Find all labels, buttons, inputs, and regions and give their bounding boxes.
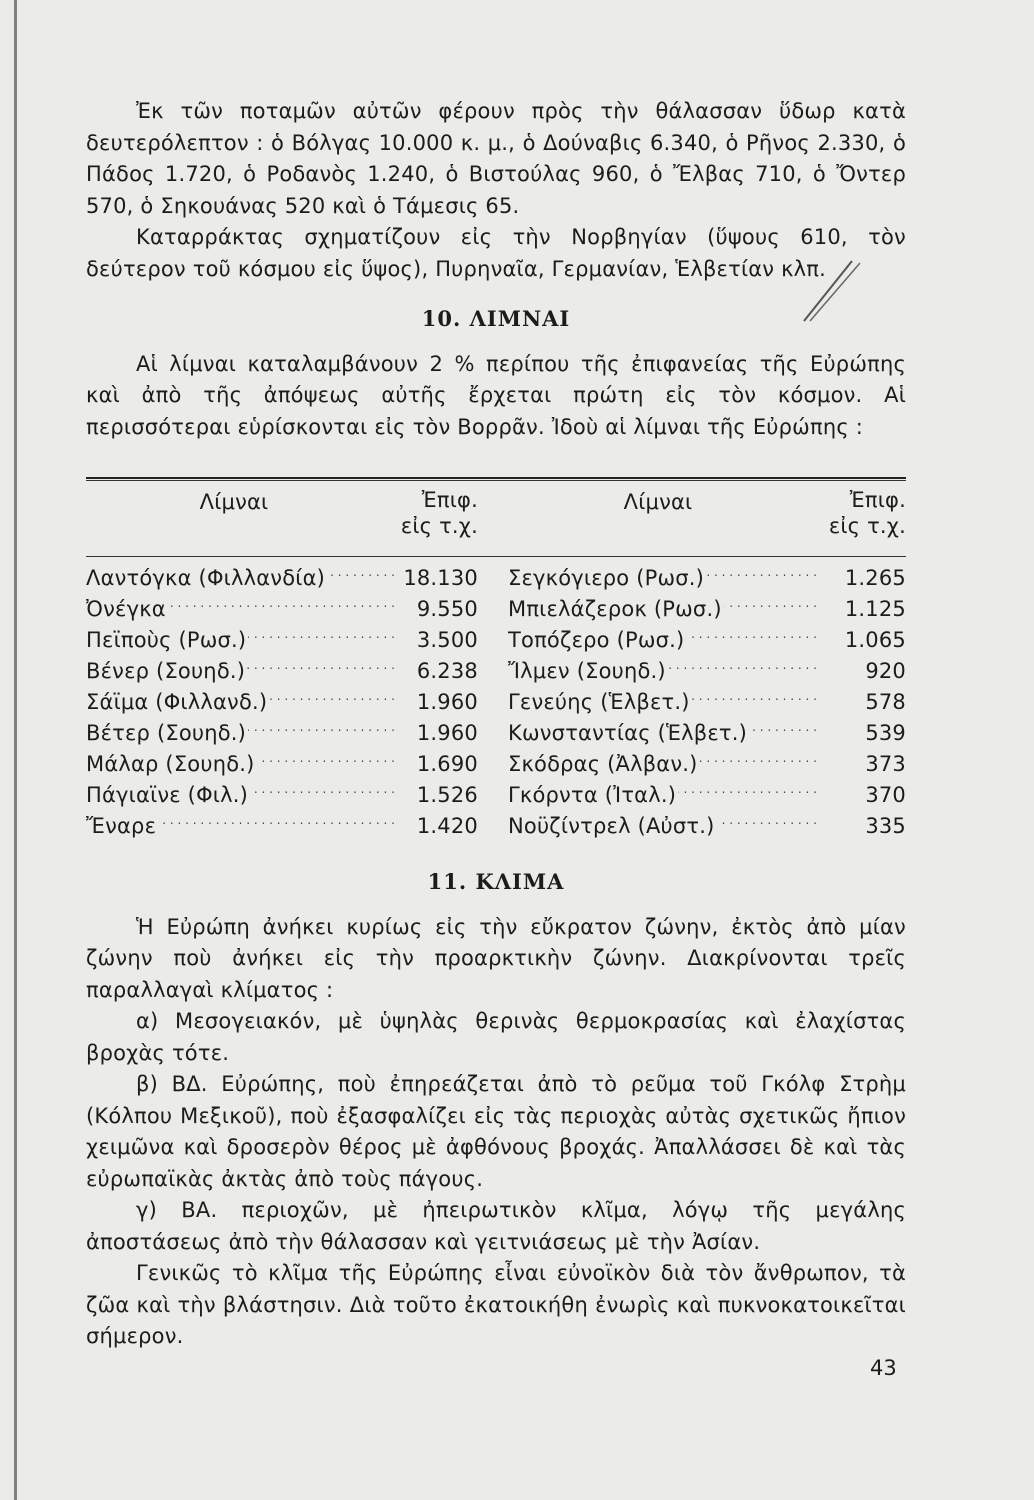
table-row xyxy=(508,563,906,594)
climate-paragraph: γ) ΒΑ. περιοχῶν, μὲ ἠπειρωτικὸν κλῖμα, λόγῳ τῆς μεγάλης ἀποστάσεως ἀπὸ τὴν θάλασσαν καὶ γειτνιάσεως μὲ τὴν Ἀσίαν. xyxy=(86,1198,906,1254)
lake-name: Σεγκόγιερο (Ρωσ.) xyxy=(508,566,705,590)
lake-name: Μπιελάζερoκ (Ρωσ.) xyxy=(508,597,722,621)
table-row xyxy=(86,656,478,687)
table-row xyxy=(86,780,478,811)
lake-name: Κωνσταντίας (Ἑλβετ.) xyxy=(508,721,748,745)
lakes-paragraph: Αἱ λίμναι καταλαμβάνουν 2 % περίπου τῆς ἐπιφανείας τῆς Εὐρώπης καὶ ἀπὸ τῆς ἀπόψεως αὐτῆς ἔρχεται πρώτη εἰς τὸν κόσμον. Αἱ περισσότεραι εὑρίσκονται εἰς τὸν Βορρᾶν. Ἰδοὺ αἱ λίμναι τῆς Εὐρώπης : xyxy=(86,351,906,439)
lake-name: Νοϋζίντρελ (Αὐστ.) xyxy=(508,814,715,838)
lake-name: Πεϊποὺς (Ρωσ.) xyxy=(86,628,247,652)
lake-area: 1.065 xyxy=(822,625,906,657)
lake-area: 1.125 xyxy=(822,594,906,626)
table-row xyxy=(86,811,478,842)
page-edge-line xyxy=(14,0,17,1500)
lake-area: 1.690 xyxy=(394,749,478,781)
table-row xyxy=(86,718,478,749)
table-header-rule xyxy=(86,556,906,557)
table-row xyxy=(86,594,478,625)
lake-name: Μάλαρ (Σουηδ.) xyxy=(86,752,255,776)
table-row xyxy=(508,656,906,687)
lake-area: 1.960 xyxy=(394,687,478,719)
table-row xyxy=(86,687,478,718)
lake-area: 920 xyxy=(822,656,906,688)
lake-name: Γενεύης (Ἑλβετ.) xyxy=(508,690,690,714)
table-row xyxy=(508,749,906,780)
lake-area: 1.420 xyxy=(394,811,478,843)
header-area-left-line2: εἰς τ.χ. xyxy=(400,514,478,538)
lake-name: Βέτερ (Σουηδ.) xyxy=(86,721,247,745)
lake-name: Τοπόζερο (Ρωσ.) xyxy=(508,628,685,652)
climate-paragraph: β) ΒΔ. Εὐρώπης, ποὺ ἐπηρεάζεται ἀπὸ τὸ ρεῦμα τοῦ Γκόλφ Στρὴμ (Κόλπου Μεξικοῦ), ποὺ ἐξασφαλίζει εἰς τὰς περιοχὰς αὐτὰς σχετικῶς ἤπιον χειμῶνα καὶ δροσερὸν θέρος μὲ ἀφθόνους βροχάς. Ἀπαλλάσσει δὲ καὶ τὰς εὐρωπαϊκὰς ἀκτὰς ἀπὸ τοὺς πάγους. xyxy=(86,1072,906,1191)
lake-name: Ἔναρε xyxy=(86,814,157,838)
section-heading-lakes: 10. ΛΙΜΝΑΙ xyxy=(421,306,571,331)
lake-area: 578 xyxy=(822,687,906,719)
lake-name: Ὀνέγκα xyxy=(86,597,166,621)
page-number: 43 xyxy=(870,1356,897,1380)
table-header xyxy=(86,481,906,555)
lake-area: 1.960 xyxy=(394,718,478,750)
lake-area: 370 xyxy=(822,780,906,812)
waterfalls-paragraph: Καταρράκτας σχηματίζουν εἰς τὴν Νορβηγίαν (ὕψους 610, τὸν δεύτερον τοῦ κόσμου εἰς ὕψος), Πυρηναῖα, Γερμανίαν, Ἑλβετίαν κλπ. xyxy=(86,225,906,281)
header-area-left-line1: Ἐπιφ. xyxy=(421,488,478,512)
header-area-left xyxy=(382,487,478,555)
lake-name: Γκόρντα (Ἰταλ.) xyxy=(508,783,677,807)
table-row xyxy=(86,625,478,656)
lake-area: 1.265 xyxy=(822,563,906,595)
table-row xyxy=(86,563,478,594)
climate-paragraph: α) Μεσογειακόν, μὲ ὑψηλὰς θερινὰς θερμοκρασίας καὶ ἐλαχίστας βροχὰς τότε. xyxy=(86,1009,906,1065)
table-row xyxy=(508,811,906,842)
lake-name: Σκόδρας (Ἀλβαν.) xyxy=(508,752,698,776)
table-row xyxy=(508,718,906,749)
header-area-right-line1: Ἐπιφ. xyxy=(849,488,906,512)
lake-name: Βένερ (Σουηδ.) xyxy=(86,659,246,683)
lake-name: Σάϊμα (Φιλλανδ.) xyxy=(86,690,268,714)
table-body xyxy=(86,563,906,842)
lake-area: 6.238 xyxy=(394,656,478,688)
lake-area: 18.130 xyxy=(394,563,478,595)
climate-paragraph: Γενικῶς τὸ κλῖμα τῆς Εὐρώπης εἶναι εὐνοϊκὸν διὰ τὸν ἄνθρωπον, τὰ ζῶα καὶ τὴν βλάστησιν. Διὰ τοῦτο ἐκατοικήθη ἐνωρὶς καὶ πυκνοκατοικεῖται σήμερον. xyxy=(86,1261,906,1348)
lake-name: Λαντόγκα (Φιλλανδία) xyxy=(86,566,325,590)
header-lakes-left: Λίμναι xyxy=(199,490,269,514)
table-right-column xyxy=(508,563,906,842)
lake-area: 373 xyxy=(822,749,906,781)
lake-area: 335 xyxy=(822,811,906,843)
lake-area: 1.526 xyxy=(394,780,478,812)
lake-name: Πάγιαϊνε (Φιλ.) xyxy=(86,783,248,807)
table-row xyxy=(86,749,478,780)
table-row xyxy=(508,687,906,718)
table-row xyxy=(508,780,906,811)
table-top-rule xyxy=(86,477,906,479)
section-heading-climate: 11. ΚΛΙΜΑ xyxy=(427,869,565,894)
lakes-table xyxy=(86,477,906,842)
lake-area: 3.500 xyxy=(394,625,478,657)
rivers-paragraph: Ἐκ τῶν ποταμῶν αὐτῶν φέρουν πρὸς τὴν θάλασσαν ὕδωρ κατὰ δευτερόλεπτον : ὁ Βόλγας 10.000 κ. μ., ὁ Δούναβις 6.340, ὁ Ρῆνος 2.330, ὁ Πάδος 1.720, ὁ Ροδανὸς 1.240, ὁ Βιστούλας 960, ὁ Ἔλβας 710, ὁ Ὄντερ 570, ὁ Σηκουάνας 520 καὶ ὁ Τάμεσις 65. xyxy=(86,99,906,218)
header-area-right xyxy=(808,487,906,555)
header-area-right-line2: εἰς τ.χ. xyxy=(828,514,906,538)
table-left-column xyxy=(86,563,478,842)
page-content xyxy=(86,96,906,1353)
table-row xyxy=(508,594,906,625)
table-row xyxy=(508,625,906,656)
lake-area: 9.550 xyxy=(394,594,478,626)
climate-paragraph: Ἡ Εὐρώπη ἀνήκει κυρίως εἰς τὴν εὔκρατον ζώνην, ἐκτὸς ἀπὸ μίαν ζώνην ποὺ ἀνήκει εἰς τὴν προαρκτικὴν ζώνην. Διακρίνονται τρεῖς παραλλαγαὶ κλίματος : xyxy=(86,914,906,1002)
header-lakes-right: Λίμναι xyxy=(623,490,693,514)
lake-name: Ἴλμεν (Σουηδ.) xyxy=(508,659,666,683)
lake-area: 539 xyxy=(822,718,906,750)
